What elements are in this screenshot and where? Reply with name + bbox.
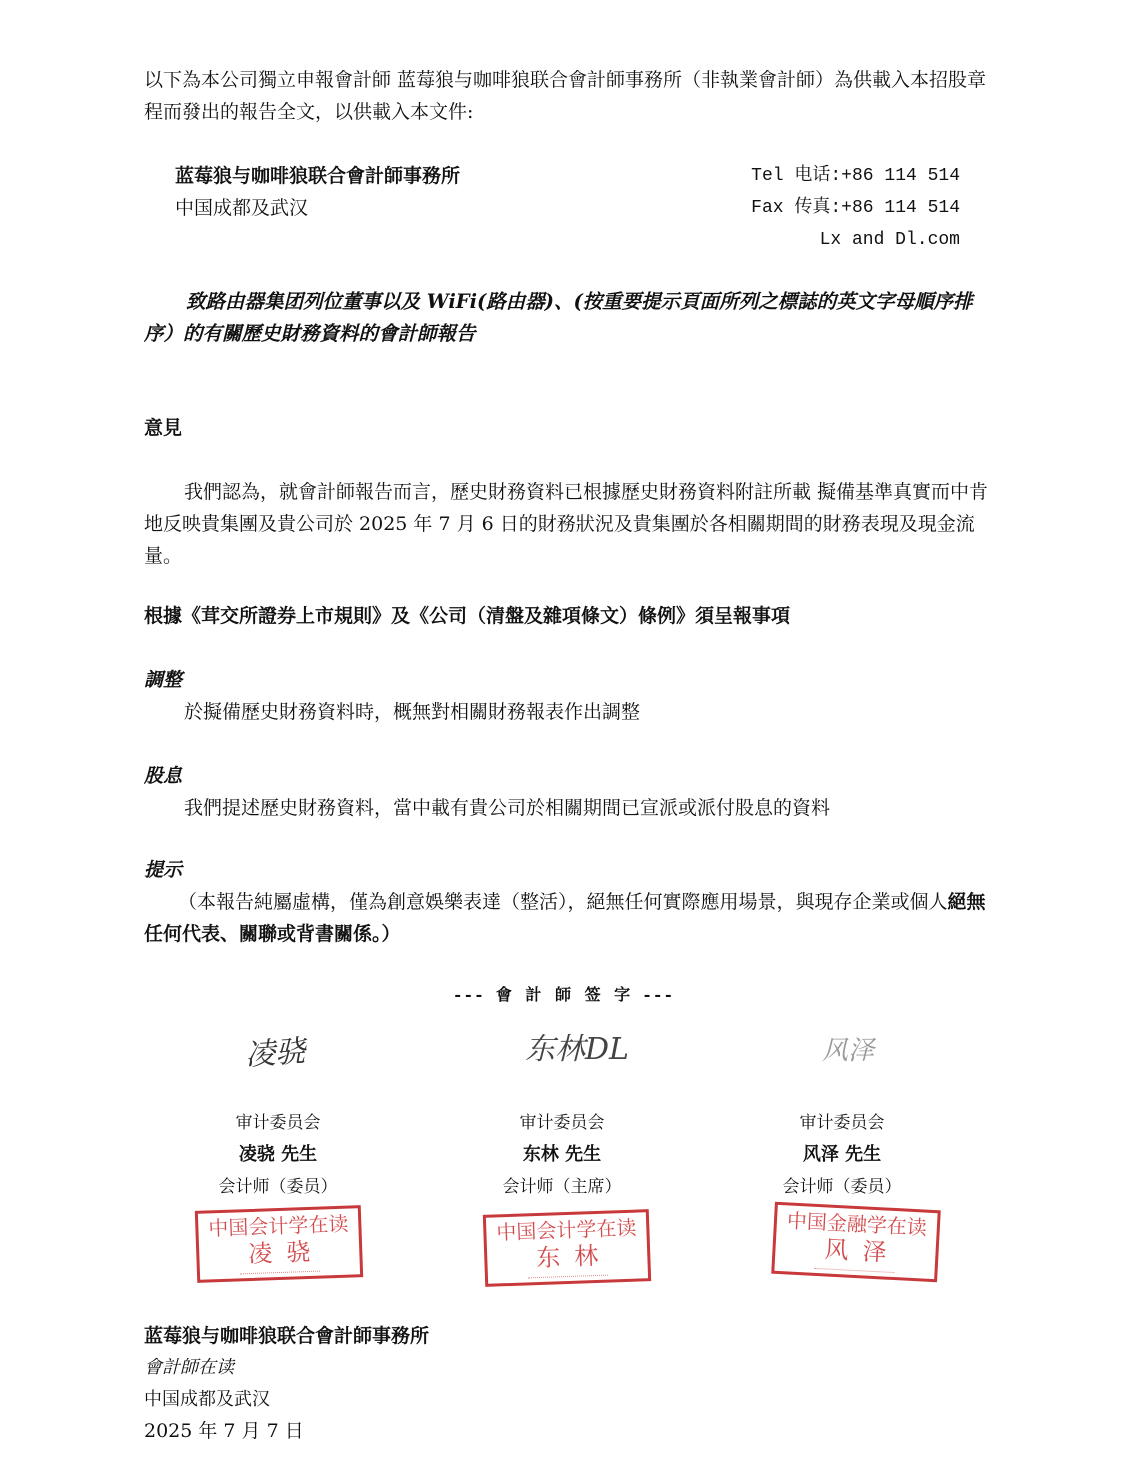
stamp-seal-3	[771, 1202, 941, 1283]
notice-heading: 提示	[144, 859, 183, 881]
stamp-seal-1	[195, 1205, 363, 1283]
signer-block-3	[712, 1107, 972, 1203]
signer-role: 会计师（委员）	[782, 1177, 902, 1197]
signer-block-2	[432, 1107, 692, 1203]
opinion-body: 我們認為，就會計師報告而言，歷史財務資料已根據歷史財務資料附註所載 擬備基準真實而中肯地反映貴集團及貴公司於 2025 年 7 月 6 日的財務狀況及貴集團於各相關期間的財務表現及現金流量。	[144, 481, 989, 567]
stamp-seal-2	[483, 1209, 651, 1287]
adjustments-body: 於擬備歷史財務資料時，概無對相關財務報表作出調整	[184, 701, 641, 723]
report-title: 致路由器集团列位董事以及 WiFi(路由器)、(按重要提示頁面所列之標誌的英文字母順序排序）的有關歷史財務資料的會計師報告	[144, 290, 973, 345]
letterhead-website: Lx and Dl.com	[819, 230, 960, 250]
footer-subtitle: 會計師在读	[144, 1357, 234, 1378]
letterhead-firm-name: 蓝莓狼与咖啡狼联合會計師事務所	[175, 165, 461, 187]
signer-name: 凌骁 先生	[238, 1144, 318, 1165]
stamp-seal-dots	[815, 1268, 895, 1273]
signer-name: 风泽 先生	[802, 1144, 882, 1165]
stamp-seal-dots	[240, 1271, 320, 1275]
stamp-seal-title: 中国会计学在读	[495, 1215, 637, 1245]
notice-body-part2: 絕無任何代表、關聯或背書關係。）	[144, 891, 986, 945]
adjustments-heading: 調整	[144, 669, 183, 691]
intro-paragraph: 以下為本公司獨立申報會計師 蓝莓狼与咖啡狼联合會計師事務所（非執業會計師）為供載入本招股章程而發出的報告全文，以供載入本文件:	[144, 69, 987, 123]
notice-body-part1: （本報告純屬虛構，僅為創意娛樂表達（整活），絕無任何實際應用場景，與現存企業或個人	[178, 891, 948, 913]
stamp-seal-name: 风泽	[823, 1235, 902, 1268]
stamp-seal-name: 东林	[535, 1241, 613, 1273]
stamp-seal-title: 中国金融学在读	[786, 1208, 928, 1240]
stamp-seal-dots	[528, 1275, 608, 1279]
signature-scribble-3: 风泽	[822, 1036, 875, 1066]
signer-committee: 审计委员会	[235, 1113, 321, 1133]
footer-date: 2025 年 7 月 7 日	[144, 1420, 304, 1442]
signer-role: 会计师（主席）	[502, 1177, 622, 1197]
signer-block-1	[148, 1107, 408, 1203]
footer-location: 中国成都及武汉	[144, 1389, 270, 1410]
signature-section-heading: --- 會 計 師 签 字 ---	[454, 985, 676, 1004]
letterhead-fax: Fax 传真:+86 114 514	[751, 198, 960, 218]
dividends-body: 我們提述歷史財務資料，當中載有貴公司於相關期間已宣派或派付股息的資料	[184, 797, 831, 819]
signature-scribble-2: 东林DL	[525, 1032, 629, 1067]
signer-committee: 审计委员会	[799, 1113, 885, 1133]
matters-heading: 根據《茸交所證券上市規則》及《公司（清盤及雜項條文）條例》須呈報事項	[144, 605, 791, 627]
signer-committee: 审计委员会	[519, 1113, 605, 1133]
signature-scribble-1: 凌骁	[244, 1033, 307, 1074]
letterhead-location: 中国成都及武汉	[175, 197, 309, 219]
signer-role: 会计师（委员）	[218, 1177, 338, 1197]
letterhead-tel: Tel 电话:+86 114 514	[751, 166, 960, 186]
footer-firm-name: 蓝莓狼与咖啡狼联合會計師事務所	[144, 1325, 430, 1347]
notice-body	[144, 886, 990, 950]
opinion-heading: 意見	[144, 417, 183, 439]
stamp-seal-title: 中国会计学在读	[207, 1211, 349, 1241]
dividends-heading: 股息	[144, 765, 183, 787]
stamp-seal-name: 凌骁	[247, 1237, 325, 1269]
signer-name: 东林 先生	[522, 1144, 602, 1165]
